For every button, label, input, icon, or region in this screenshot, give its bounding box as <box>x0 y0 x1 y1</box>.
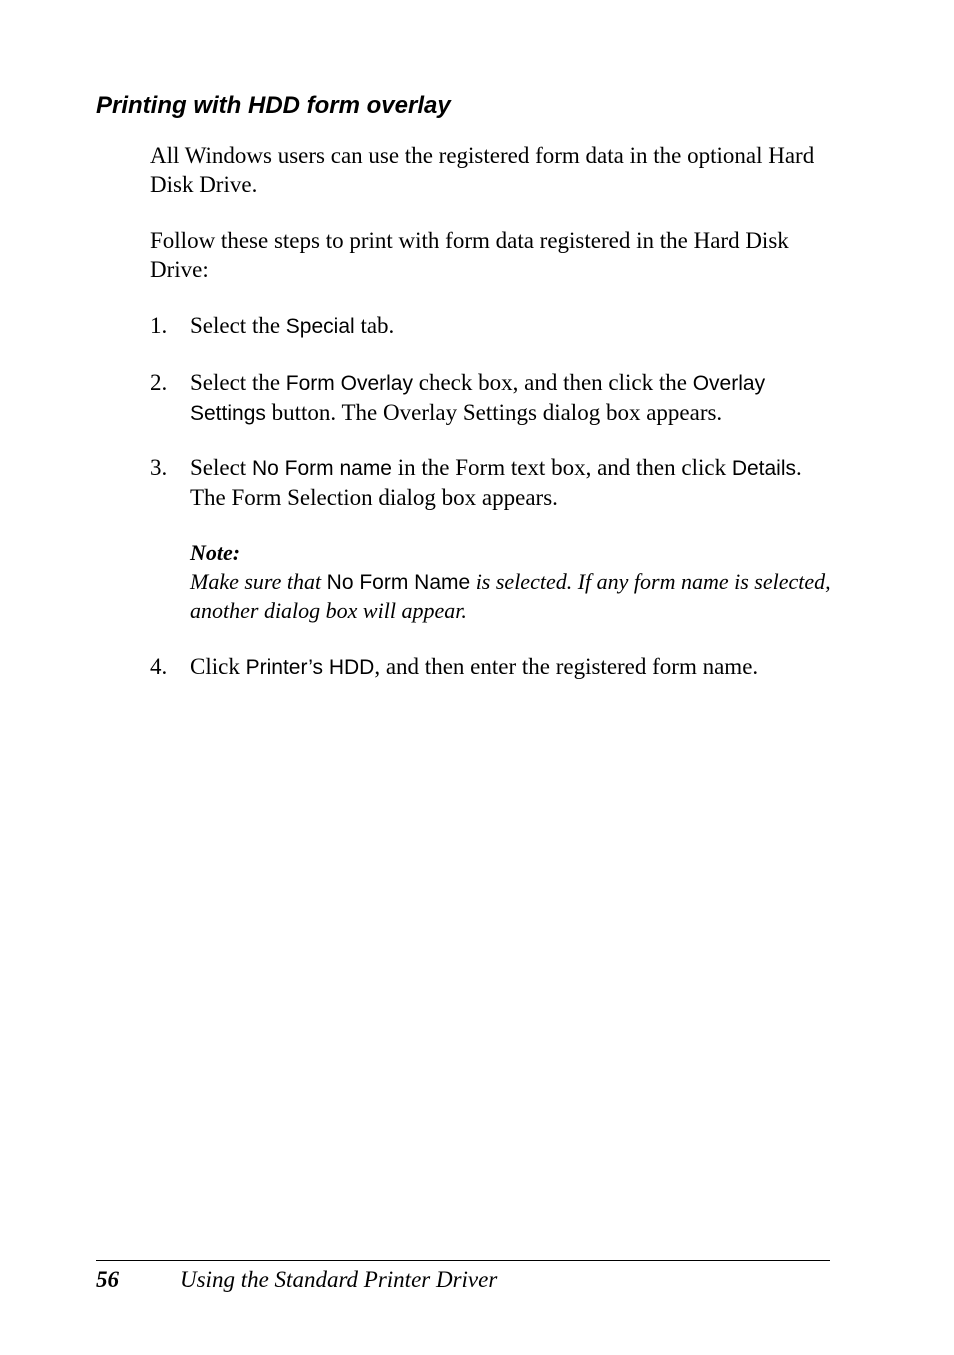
ui-term-no-form-name: No Form Name <box>326 570 471 594</box>
step-number: 3. <box>150 455 168 480</box>
ui-term-overlay-settings: Overlay Settings <box>190 372 766 425</box>
step-number: 4. <box>150 654 168 679</box>
ui-term-no-form-name: No Form name <box>251 457 392 480</box>
step-number: 1. <box>150 313 168 338</box>
footer-title: Using the Standard Printer Driver <box>180 1267 498 1292</box>
step-text: Select the Special tab. <box>190 313 395 338</box>
page-number: 56 <box>96 1267 119 1292</box>
intro-paragraph-2: Follow these steps to print with form data registered in the Hard Disk Drive: <box>150 228 789 282</box>
step-text: Select the Form Overlay check box, and then click the Overlay Settings button. The Overlay Settings dialog box appears. <box>190 370 766 425</box>
intro-paragraph-1: All Windows users can use the registered form data in the optional Hard Disk Drive. <box>150 143 815 197</box>
step-text: Click Printer’s HDD, and then enter the registered form name. <box>190 654 759 679</box>
step-number: 2. <box>150 370 168 395</box>
ui-term-special: Special <box>285 315 355 338</box>
ui-term-details: Details <box>731 457 797 480</box>
note-text: Make sure that No Form Name is selected. If any form name is selected, another dialog box will appear. <box>190 568 831 623</box>
section-heading: Printing with HDD form overlay <box>96 92 451 119</box>
step-text: Select No Form name in the Form text box, and then click Details. The Form Selection dialog box appears. <box>190 455 802 510</box>
note-box <box>190 539 840 626</box>
ui-term-form-overlay: Form Overlay <box>285 372 413 395</box>
footer-rule <box>96 1260 830 1261</box>
note-label: Note: <box>190 540 241 565</box>
ui-term-printers-hdd: Printer’s HDD <box>245 656 375 679</box>
